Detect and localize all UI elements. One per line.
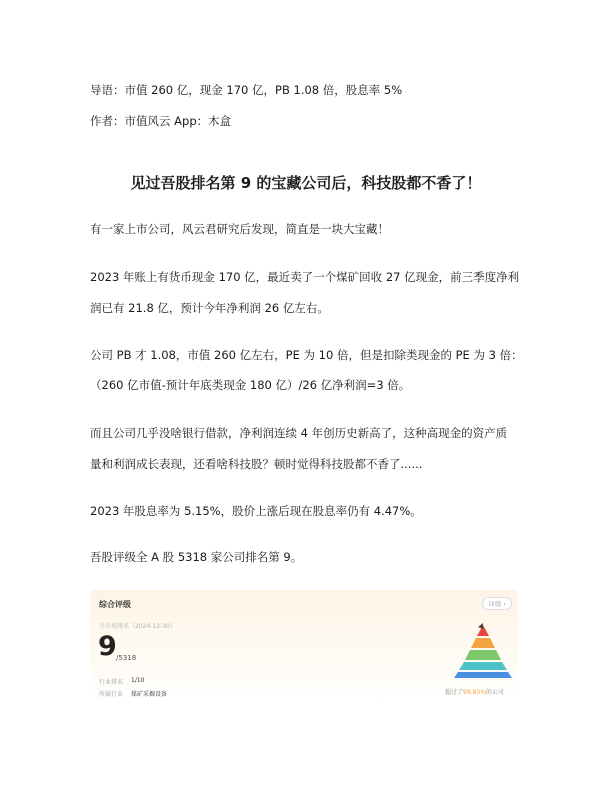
beat-pct: 99.83% (463, 689, 486, 696)
paragraph-2-line-2: 润已有 21.8 亿，预计今年净利润 26 亿左右。 (90, 301, 329, 315)
rank-number: 9 (98, 631, 117, 662)
paragraph-2-line-1: 2023 年账上有货币现金 170 亿，最近卖了一个煤矿回收 27 亿现金，前三季度净利 (90, 270, 520, 284)
rating-card-title: 综合评级 (99, 600, 131, 609)
intro-lead: 导语：市值 260 亿，现金 170 亿，PB 1.08 倍，股息率 5% (90, 83, 403, 97)
beat-prefix: 超过了 (445, 689, 464, 696)
rank-subtitle: 全市场排名（2024-12-30） (99, 623, 176, 630)
industry-value: 煤矿采掘设备 (131, 691, 168, 698)
pyramid-icon (452, 623, 514, 679)
paragraph-4-line-2: 量和利润成长表现，还看啥科技股？顿时觉得科技股都不香了...... (90, 457, 423, 471)
industry-rank-label: 行业排名 (99, 679, 124, 686)
pyramid-layer-3 (465, 650, 501, 660)
rating-card (90, 590, 518, 702)
industry-label: 所属行业 (99, 691, 124, 698)
paragraph-3-line-2: （260 亿市值-预计年底类现金 180 亿）/26 亿净利润=3 倍。 (90, 378, 411, 392)
beat-percentage (445, 687, 504, 696)
paragraph-3-line-1: 公司 PB 才 1.08，市值 260 亿左右，PE 为 10 倍，但是扣除类现金的 PE 为 3 倍： (90, 348, 523, 362)
author-line: 作者：市值风云 App：木盒 (90, 114, 232, 128)
article-title: 见过吾股排名第 9 的宝藏公司后，科技股都不香了！ (130, 174, 482, 192)
paragraph-4-line-1: 而且公司几乎没啥银行借款，净利润连续 4 年创历史新高了，这种高现金的资产质 (90, 426, 508, 440)
beat-suffix: 的公司 (485, 689, 504, 696)
pyramid-base-layer (454, 672, 512, 678)
rating-button[interactable]: 评级 › (482, 597, 512, 610)
paragraph-5: 2023 年股息率为 5.15%，股价上涨后现在股息率仍有 4.47%。 (90, 504, 422, 518)
rank-total: /5318 (116, 654, 137, 662)
paragraph-6: 吾股评级全 A 股 5318 家公司排名第 9。 (90, 550, 303, 564)
pyramid-layer-2 (471, 638, 495, 648)
paragraph-1: 有一家上市公司，风云君研究后发现，简直是一块大宝藏！ (90, 222, 389, 236)
industry-rank-value: 1/10 (131, 677, 145, 684)
pyramid-layer-4 (459, 662, 507, 670)
rank-marker-icon (478, 623, 483, 629)
